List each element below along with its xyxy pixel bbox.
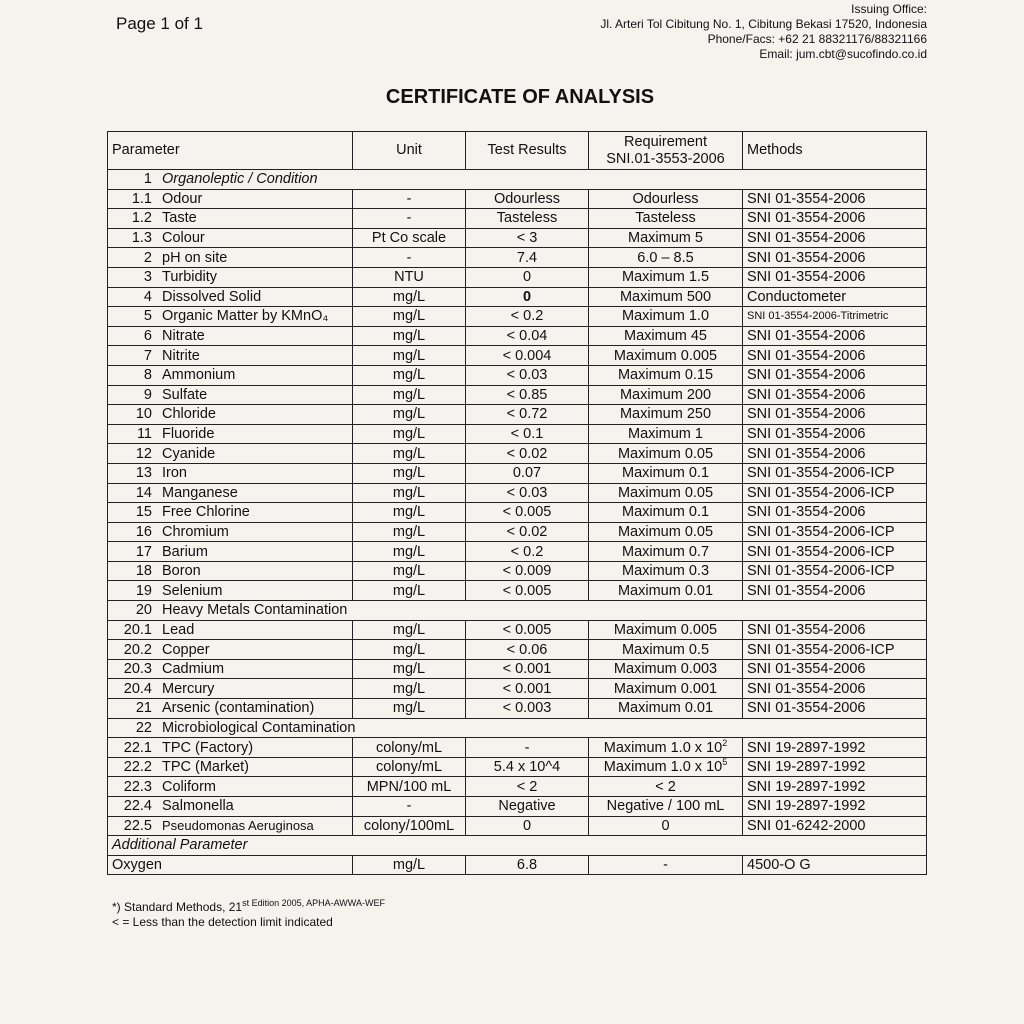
requirement-cell: Maximum 1.0 x $10^5$: [589, 757, 743, 777]
requirement-cell: Tasteless: [589, 209, 743, 229]
parameter-number: 9: [143, 386, 152, 403]
parameter-name: Iron: [162, 465, 187, 482]
parameter-cell: [108, 542, 353, 562]
parameter-name: Colour: [162, 230, 205, 247]
parameter-cell: [108, 620, 353, 640]
result-cell: < 0.85: [466, 385, 589, 405]
method-cell: SNI 01-3554-2006-ICP: [743, 483, 927, 503]
header-results: Test Results: [466, 132, 589, 170]
result-cell: < 0.06: [466, 640, 589, 660]
parameter-number: 22.2: [123, 759, 152, 776]
parameter-number: 1.1: [131, 190, 152, 207]
parameter-name: TPC (Market): [162, 759, 249, 776]
office-address: Jl. Arteri Tol Cibitung No. 1, Cibitung Bekasi 17520, Indonesia: [600, 17, 927, 31]
parameter-cell: [108, 816, 353, 836]
parameter-name: Lead: [162, 621, 195, 638]
unit-cell: mg/L: [353, 365, 466, 385]
parameter-cell: [108, 287, 353, 307]
table-row: [108, 209, 927, 229]
unit-cell: mg/L: [353, 483, 466, 503]
parameter-cell: [108, 601, 927, 621]
parameter-number: 18: [135, 563, 152, 580]
result-cell: < 0.003: [466, 699, 589, 719]
parameter-number: 4: [143, 288, 152, 305]
parameter-name: Heavy Metals Contamination: [162, 602, 348, 619]
requirement-cell: Maximum 1.5: [589, 267, 743, 287]
parameter-name: Arsenic (contamination): [162, 700, 315, 717]
unit-cell: MPN/100 mL: [353, 777, 466, 797]
parameter-cell: [108, 503, 353, 523]
method-cell: SNI 01-3554-2006-Titrimetric: [743, 307, 927, 327]
parameter-name: Boron: [162, 563, 201, 580]
unit-cell: mg/L: [353, 855, 466, 875]
parameter-number: 22.4: [123, 798, 152, 815]
table-row: [108, 542, 927, 562]
requirement-standard: SNI.01-3553-2006: [606, 150, 725, 167]
result-cell: < 0.005: [466, 581, 589, 601]
result-cell: < 0.2: [466, 307, 589, 327]
result-cell: < 0.001: [466, 679, 589, 699]
requirement-cell: Maximum 0.7: [589, 542, 743, 562]
parameter-number: 14: [135, 484, 152, 501]
unit-cell: mg/L: [353, 287, 466, 307]
result-cell: < 3: [466, 228, 589, 248]
parameter-number: 11: [136, 426, 152, 443]
parameter-number: 7: [143, 347, 152, 364]
unit-cell: colony/100mL: [353, 816, 466, 836]
parameter-number: 8: [143, 367, 152, 384]
table-row: [108, 816, 927, 836]
footnote-detection-limit: < = Less than the detection limit indicated: [112, 915, 333, 929]
requirement-cell: Maximum 500: [589, 287, 743, 307]
parameter-name: Nitrite: [162, 347, 200, 364]
parameter-number: 20.3: [123, 661, 152, 678]
section-row: [108, 836, 927, 856]
parameter-number: 22.3: [123, 778, 152, 795]
requirement-cell: Maximum 0.1: [589, 463, 743, 483]
result-cell: 7.4: [466, 248, 589, 268]
parameter-cell: [108, 209, 353, 229]
parameter-number: 19: [135, 582, 152, 599]
parameter-number: 20.2: [123, 641, 152, 658]
parameter-name: Oxygen: [112, 857, 162, 874]
method-cell: SNI 01-3554-2006: [743, 346, 927, 366]
parameter-number: 13: [135, 465, 152, 482]
method-cell: SNI 01-3554-2006: [743, 385, 927, 405]
requirement-cell: Maximum 0.05: [589, 483, 743, 503]
parameter-cell: [108, 228, 353, 248]
parameter-name: Nitrate: [162, 328, 205, 345]
requirement-cell: Negative / 100 mL: [589, 797, 743, 817]
unit-cell: mg/L: [353, 444, 466, 464]
parameter-cell: [108, 424, 353, 444]
method-cell: SNI 01-3554-2006-ICP: [743, 640, 927, 660]
parameter-name: Odour: [162, 190, 203, 207]
table-row: [108, 757, 927, 777]
table-row: [108, 228, 927, 248]
method-cell: SNI 01-3554-2006: [743, 209, 927, 229]
parameter-cell: [108, 170, 927, 190]
result-cell: Tasteless: [466, 209, 589, 229]
parameter-cell: [108, 659, 353, 679]
result-cell: 0.07: [466, 463, 589, 483]
page-number: Page 1 of 1: [116, 14, 203, 33]
unit-cell: colony/mL: [353, 757, 466, 777]
table-row: [108, 522, 927, 542]
parameter-number: 22: [135, 719, 152, 736]
parameter-cell: [108, 483, 353, 503]
parameter-name: Additional Parameter: [112, 837, 248, 854]
parameter-name: Chloride: [162, 406, 216, 423]
unit-cell: mg/L: [353, 385, 466, 405]
table-row: [108, 326, 927, 346]
requirement-cell: Maximum 0.05: [589, 522, 743, 542]
footnotes: [112, 900, 385, 930]
result-cell: < 0.02: [466, 444, 589, 464]
requirement-cell: Maximum 0.005: [589, 620, 743, 640]
unit-cell: mg/L: [353, 522, 466, 542]
requirement-cell: Maximum 45: [589, 326, 743, 346]
parameter-name: Manganese: [162, 484, 238, 501]
result-cell: Odourless: [466, 189, 589, 209]
parameter-number: 20.4: [123, 680, 152, 697]
requirement-cell: 0: [589, 816, 743, 836]
result-cell: < 0.005: [466, 620, 589, 640]
method-cell: SNI 01-3554-2006: [743, 405, 927, 425]
parameter-cell: [108, 346, 353, 366]
parameter-cell: [108, 444, 353, 464]
table-row: [108, 307, 927, 327]
issuing-office: [600, 2, 927, 62]
parameter-name: Salmonella: [162, 798, 234, 815]
parameter-name: Dissolved Solid: [162, 288, 262, 305]
requirement-cell: 6.0 – 8.5: [589, 248, 743, 268]
result-cell: 5.4 x 10^4: [466, 757, 589, 777]
method-cell: SNI 01-3554-2006-ICP: [743, 542, 927, 562]
parameter-number: 16: [135, 523, 152, 540]
result-cell: < 0.03: [466, 365, 589, 385]
result-cell: 6.8: [466, 855, 589, 875]
result-cell: < 2: [466, 777, 589, 797]
office-label: Issuing Office:: [851, 2, 927, 16]
parameter-name: Mercury: [162, 680, 215, 697]
header-parameter: Parameter: [108, 132, 353, 170]
requirement-cell: Maximum 0.15: [589, 365, 743, 385]
table-row: [108, 640, 927, 660]
table-row: [108, 365, 927, 385]
method-cell: SNI 19-2897-1992: [743, 797, 927, 817]
table-row: [108, 797, 927, 817]
table-row: [108, 444, 927, 464]
parameter-name: Sulfate: [162, 386, 208, 403]
method-cell: SNI 01-3554-2006-ICP: [743, 561, 927, 581]
parameter-number: 2: [143, 249, 152, 266]
requirement-cell: Maximum 0.001: [589, 679, 743, 699]
table-row: [108, 620, 927, 640]
parameter-cell: [108, 738, 353, 758]
table-row: [108, 855, 927, 875]
result-cell: < 0.04: [466, 326, 589, 346]
unit-cell: mg/L: [353, 699, 466, 719]
unit-cell: mg/L: [353, 640, 466, 660]
parameter-cell: [108, 326, 353, 346]
parameter-cell: [108, 267, 353, 287]
method-cell: SNI 01-3554-2006-ICP: [743, 522, 927, 542]
section-row: [108, 718, 927, 738]
section-row: [108, 170, 927, 190]
parameter-cell: [108, 561, 353, 581]
table-row: [108, 699, 927, 719]
requirement-cell: Maximum 0.3: [589, 561, 743, 581]
requirement-cell: Odourless: [589, 189, 743, 209]
parameter-name: Pseudomonas Aeruginosa: [162, 817, 314, 833]
header-unit: Unit: [353, 132, 466, 170]
requirement-cell: Maximum 0.1: [589, 503, 743, 523]
unit-cell: NTU: [353, 267, 466, 287]
header-row: [108, 132, 927, 170]
parameter-number: 21: [135, 700, 152, 717]
unit-cell: -: [353, 248, 466, 268]
result-cell: < 0.001: [466, 659, 589, 679]
method-cell: SNI 01-3554-2006: [743, 679, 927, 699]
parameter-cell: [108, 581, 353, 601]
table-row: [108, 561, 927, 581]
parameter-cell: [108, 699, 353, 719]
method-cell: SNI 01-3554-2006: [743, 248, 927, 268]
table-row: [108, 679, 927, 699]
parameter-number: 10: [135, 406, 152, 423]
method-cell: SNI 01-3554-2006-ICP: [743, 463, 927, 483]
result-cell: 0: [466, 267, 589, 287]
requirement-label: Requirement: [623, 133, 707, 150]
method-cell: SNI 01-3554-2006: [743, 699, 927, 719]
parameter-cell: [108, 405, 353, 425]
requirement-cell: -: [589, 855, 743, 875]
requirement-cell: Maximum 0.5: [589, 640, 743, 660]
parameter-name: Microbiological Contamination: [162, 719, 356, 736]
method-cell: SNI 01-3554-2006: [743, 424, 927, 444]
unit-cell: colony/mL: [353, 738, 466, 758]
result-cell: < 0.005: [466, 503, 589, 523]
requirement-cell: Maximum 5: [589, 228, 743, 248]
result-cell: < 0.2: [466, 542, 589, 562]
result-cell: 0: [466, 816, 589, 836]
parameter-name: pH on site: [162, 249, 228, 266]
parameter-cell: [108, 463, 353, 483]
method-cell: SNI 19-2897-1992: [743, 738, 927, 758]
table-row: [108, 463, 927, 483]
requirement-cell: Maximum 0.005: [589, 346, 743, 366]
method-cell: SNI 01-3554-2006: [743, 620, 927, 640]
parameter-cell: [108, 385, 353, 405]
parameter-cell: [108, 777, 353, 797]
result-cell: < 0.009: [466, 561, 589, 581]
table-row: [108, 659, 927, 679]
parameter-cell: [108, 797, 353, 817]
parameter-name: Taste: [162, 210, 197, 227]
result-cell: < 0.02: [466, 522, 589, 542]
parameter-name: Turbidity: [162, 269, 218, 286]
parameter-cell: [108, 855, 353, 875]
unit-cell: -: [353, 797, 466, 817]
table-row: [108, 503, 927, 523]
unit-cell: mg/L: [353, 307, 466, 327]
unit-cell: -: [353, 189, 466, 209]
parameter-cell: [108, 522, 353, 542]
requirement-cell: Maximum 0.003: [589, 659, 743, 679]
parameter-name: Barium: [162, 543, 208, 560]
method-cell: 4500-O G: [743, 855, 927, 875]
method-cell: Conductometer: [743, 287, 927, 307]
parameter-name: Organoleptic / Condition: [162, 171, 318, 188]
unit-cell: mg/L: [353, 463, 466, 483]
parameter-name: Chromium: [162, 523, 229, 540]
parameter-name: Organic Matter by KMnO₄: [162, 308, 329, 325]
parameter-cell: [108, 189, 353, 209]
result-cell: Negative: [466, 797, 589, 817]
table-row: [108, 777, 927, 797]
parameter-number: 20.1: [123, 621, 152, 638]
office-phone: Phone/Facs: +62 21 88321176/88321166: [707, 32, 927, 46]
parameter-cell: [108, 640, 353, 660]
method-cell: SNI 19-2897-1992: [743, 777, 927, 797]
parameter-name: Cadmium: [162, 661, 225, 678]
method-cell: SNI 01-3554-2006: [743, 365, 927, 385]
parameter-cell: [108, 365, 353, 385]
requirement-cell: Maximum 1.0 x $10^2$: [589, 738, 743, 758]
analysis-table: [107, 131, 927, 875]
table-row: [108, 287, 927, 307]
unit-cell: Pt Co scale: [353, 228, 466, 248]
method-cell: SNI 01-3554-2006: [743, 659, 927, 679]
unit-cell: mg/L: [353, 620, 466, 640]
parameter-cell: [108, 757, 353, 777]
requirement-cell: < 2: [589, 777, 743, 797]
method-cell: SNI 01-3554-2006: [743, 326, 927, 346]
section-row: [108, 601, 927, 621]
header-methods: Methods: [743, 132, 927, 170]
result-cell: < 0.004: [466, 346, 589, 366]
method-cell: SNI 01-3554-2006: [743, 228, 927, 248]
result-cell: 0: [466, 287, 589, 307]
result-cell: -: [466, 738, 589, 758]
requirement-cell: Maximum 0.05: [589, 444, 743, 464]
office-email: Email: jum.cbt@sucofindo.co.id: [759, 47, 927, 61]
method-cell: SNI 19-2897-1992: [743, 757, 927, 777]
requirement-cell: Maximum 250: [589, 405, 743, 425]
method-cell: SNI 01-3554-2006: [743, 444, 927, 464]
unit-cell: -: [353, 209, 466, 229]
parameter-cell: [108, 679, 353, 699]
parameter-number: 3: [143, 269, 152, 286]
method-cell: SNI 01-3554-2006: [743, 189, 927, 209]
unit-cell: mg/L: [353, 326, 466, 346]
parameter-name: Selenium: [162, 582, 223, 599]
footnote-standard-methods: *) Standard Methods, $21^{st Edition 2005, APHA-AWWA-WEF}$: [112, 898, 385, 914]
parameter-name: Coliform: [162, 778, 216, 795]
parameter-number: 1.2: [131, 210, 152, 227]
table-row: [108, 738, 927, 758]
parameter-number: 17: [135, 543, 152, 560]
parameter-number: 5: [143, 308, 152, 325]
result-cell: < 0.1: [466, 424, 589, 444]
unit-cell: mg/L: [353, 561, 466, 581]
unit-cell: mg/L: [353, 346, 466, 366]
parameter-name: Fluoride: [162, 426, 215, 443]
parameter-cell: [108, 836, 927, 856]
parameter-cell: [108, 307, 353, 327]
table-row: [108, 189, 927, 209]
document-title: CERTIFICATE OF ANALYSIS: [385, 86, 655, 108]
unit-cell: mg/L: [353, 424, 466, 444]
unit-cell: mg/L: [353, 659, 466, 679]
method-cell: SNI 01-6242-2000: [743, 816, 927, 836]
parameter-number: 6: [143, 328, 152, 345]
table-row: [108, 581, 927, 601]
parameter-name: Copper: [162, 641, 210, 658]
table-row: [108, 267, 927, 287]
table-row: [108, 424, 927, 444]
table-row: [108, 385, 927, 405]
parameter-number: 12: [135, 445, 152, 462]
parameter-number: 15: [135, 504, 152, 521]
parameter-name: Free Chlorine: [162, 504, 250, 521]
parameter-number: 22.5: [123, 817, 152, 834]
requirement-cell: Maximum 0.01: [589, 581, 743, 601]
method-cell: SNI 01-3554-2006: [743, 581, 927, 601]
unit-cell: mg/L: [353, 503, 466, 523]
table-row: [108, 346, 927, 366]
result-cell: < 0.03: [466, 483, 589, 503]
method-cell: SNI 01-3554-2006: [743, 503, 927, 523]
method-cell: SNI 01-3554-2006: [743, 267, 927, 287]
requirement-cell: Maximum 1.0: [589, 307, 743, 327]
unit-cell: mg/L: [353, 542, 466, 562]
requirement-cell: Maximum 200: [589, 385, 743, 405]
table-row: [108, 248, 927, 268]
unit-cell: mg/L: [353, 679, 466, 699]
unit-cell: mg/L: [353, 581, 466, 601]
parameter-number: 1: [143, 171, 152, 188]
unit-cell: mg/L: [353, 405, 466, 425]
header-requirement: [589, 132, 743, 170]
table-row: [108, 483, 927, 503]
result-cell: < 0.72: [466, 405, 589, 425]
parameter-number: 1.3: [131, 230, 152, 247]
parameter-cell: [108, 718, 927, 738]
table-row: [108, 405, 927, 425]
parameter-name: Ammonium: [162, 367, 236, 384]
parameter-number: 22.1: [123, 739, 152, 756]
requirement-cell: Maximum 1: [589, 424, 743, 444]
requirement-cell: Maximum 0.01: [589, 699, 743, 719]
parameter-name: Cyanide: [162, 445, 216, 462]
parameter-name: TPC (Factory): [162, 739, 254, 756]
parameter-cell: [108, 248, 353, 268]
parameter-number: 20: [135, 602, 152, 619]
